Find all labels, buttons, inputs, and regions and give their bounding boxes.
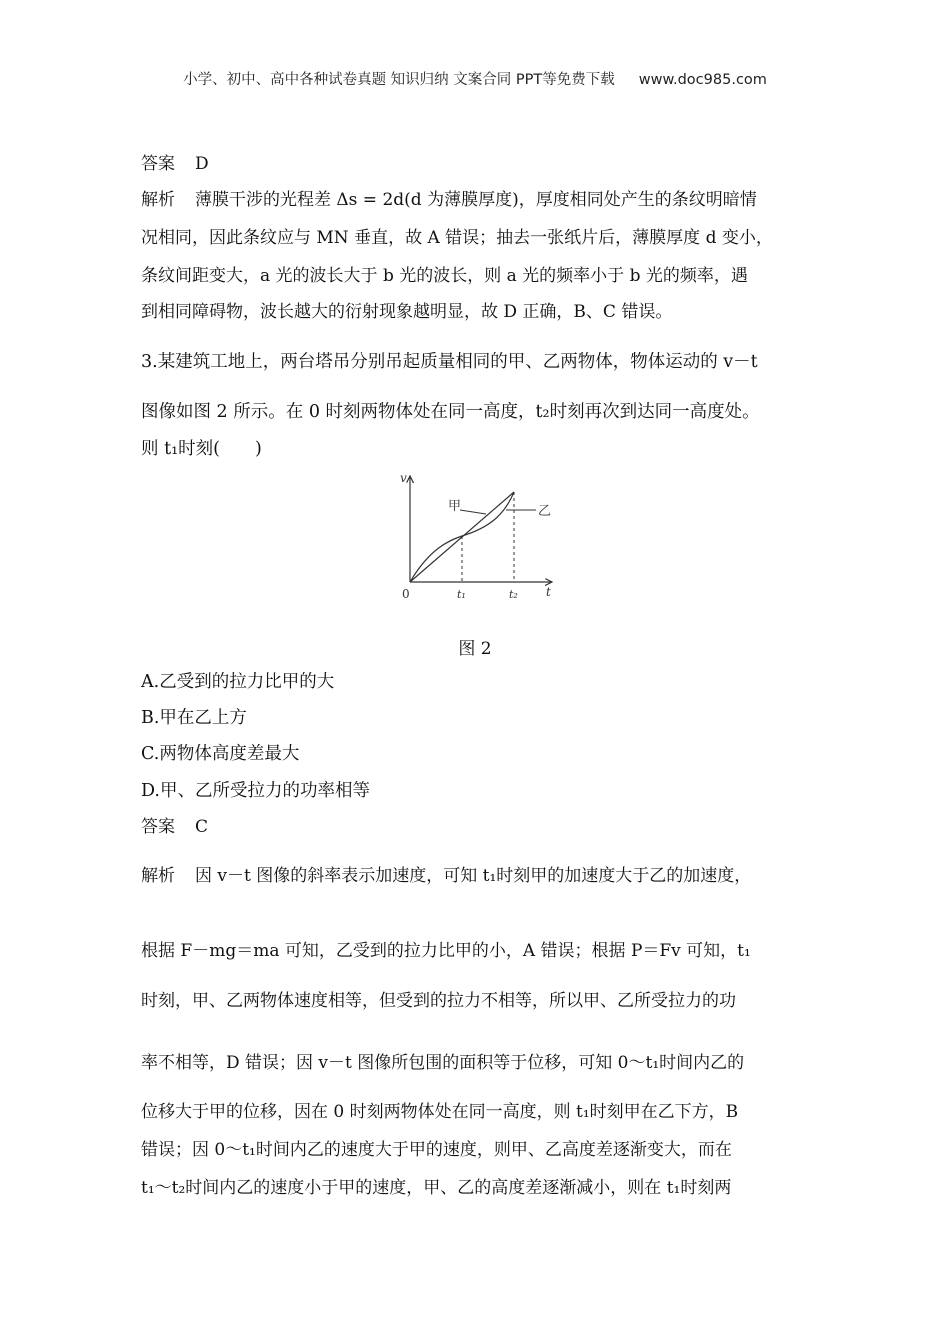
q3-option-a: A.乙受到的拉力比甲的大	[141, 672, 335, 692]
q3-option-b: B.甲在乙上方	[141, 708, 247, 728]
q3-answer-label: 答案	[141, 817, 175, 837]
q3-analysis-line-7: t₁～t₂时间内乙的速度小于甲的速度，甲、乙的高度差逐渐减小，则在 t₁时刻两	[141, 1178, 732, 1198]
q2-answer-value: D	[195, 154, 209, 174]
q3-analysis-line-2: 根据 F－mg＝ma 可知，乙受到的拉力比甲的小，A 错误；根据 P＝Fv 可知，t₁	[141, 941, 751, 961]
header-text: 小学、初中、高中各种试卷真题 知识归纳 文案合同 PPT等免费下载	[183, 72, 615, 88]
figure-caption: 图 2	[458, 639, 492, 659]
vt-graph	[390, 470, 570, 606]
label-yi: 乙	[538, 504, 552, 519]
q2-analysis-label: 解析	[141, 190, 175, 210]
q3-option-c: C.两物体高度差最大	[141, 744, 300, 764]
q3-analysis-line-6: 错误；因 0～t₁时间内乙的速度大于甲的速度，则甲、乙高度差逐渐变大，而在	[141, 1140, 732, 1160]
q3-stem-line-3: 则 t₁时刻( )	[141, 439, 262, 459]
q2-analysis-line-1	[141, 189, 757, 211]
t1-label: t₁	[457, 588, 466, 601]
q3-answer	[141, 816, 208, 838]
q2-analysis-line-4: 到相同障碍物，波长越大的衍射现象越明显，故 D 正确，B、C 错误。	[141, 302, 673, 322]
q2-analysis-line-2: 况相同，因此条纹应与 MN 垂直，故 A 错误；抽去一张纸片后，薄膜厚度 d 变小，	[141, 228, 773, 248]
x-axis-label: t	[546, 585, 551, 599]
q2-answer-label: 答案	[141, 154, 175, 174]
t2-label: t₂	[509, 588, 518, 601]
q2-analysis-text: 薄膜干涉的光程差 Δs = 2d(d 为薄膜厚度)，厚度相同处产生的条纹明暗情	[195, 190, 757, 210]
origin-label: 0	[402, 587, 410, 601]
q3-option-d: D.甲、乙所受拉力的功率相等	[141, 781, 370, 801]
label-jia: 甲	[448, 499, 462, 514]
header-url[interactable]: www.doc985.com	[638, 72, 767, 88]
q3-analysis-line-3: 时刻，甲、乙两物体速度相等，但受到的拉力不相等，所以甲、乙所受拉力的功	[141, 991, 736, 1011]
q3-analysis-line-4: 率不相等，D 错误；因 v－t 图像所包围的面积等于位移，可知 0～t₁时间内乙的	[141, 1053, 745, 1073]
q3-analysis-line-5: 位移大于甲的位移，因在 0 时刻两物体处在同一高度，则 t₁时刻甲在乙下方，B	[141, 1102, 739, 1122]
q3-stem-line-2: 图像如图 2 所示。在 0 时刻两物体处在同一高度，t₂时刻再次到达同一高度处。	[141, 402, 760, 422]
q2-answer	[141, 153, 209, 175]
q3-analysis-label: 解析	[141, 866, 175, 886]
leader-jia	[460, 510, 486, 514]
q3-analysis-text: 因 v－t 图像的斜率表示加速度，可知 t₁时刻甲的加速度大于乙的加速度，	[195, 866, 752, 886]
page-header	[0, 68, 950, 89]
q2-analysis-line-3: 条纹间距变大，a 光的波长大于 b 光的波长，则 a 光的频率小于 b 光的频率，遇	[141, 266, 748, 286]
q3-analysis-line-1	[141, 865, 751, 887]
q3-answer-value: C	[195, 817, 209, 837]
q3-stem-line-1: 3.某建筑工地上，两台塔吊分别吊起质量相同的甲、乙两物体，物体运动的 v－t	[141, 352, 758, 372]
y-axis-label: v	[400, 471, 407, 485]
